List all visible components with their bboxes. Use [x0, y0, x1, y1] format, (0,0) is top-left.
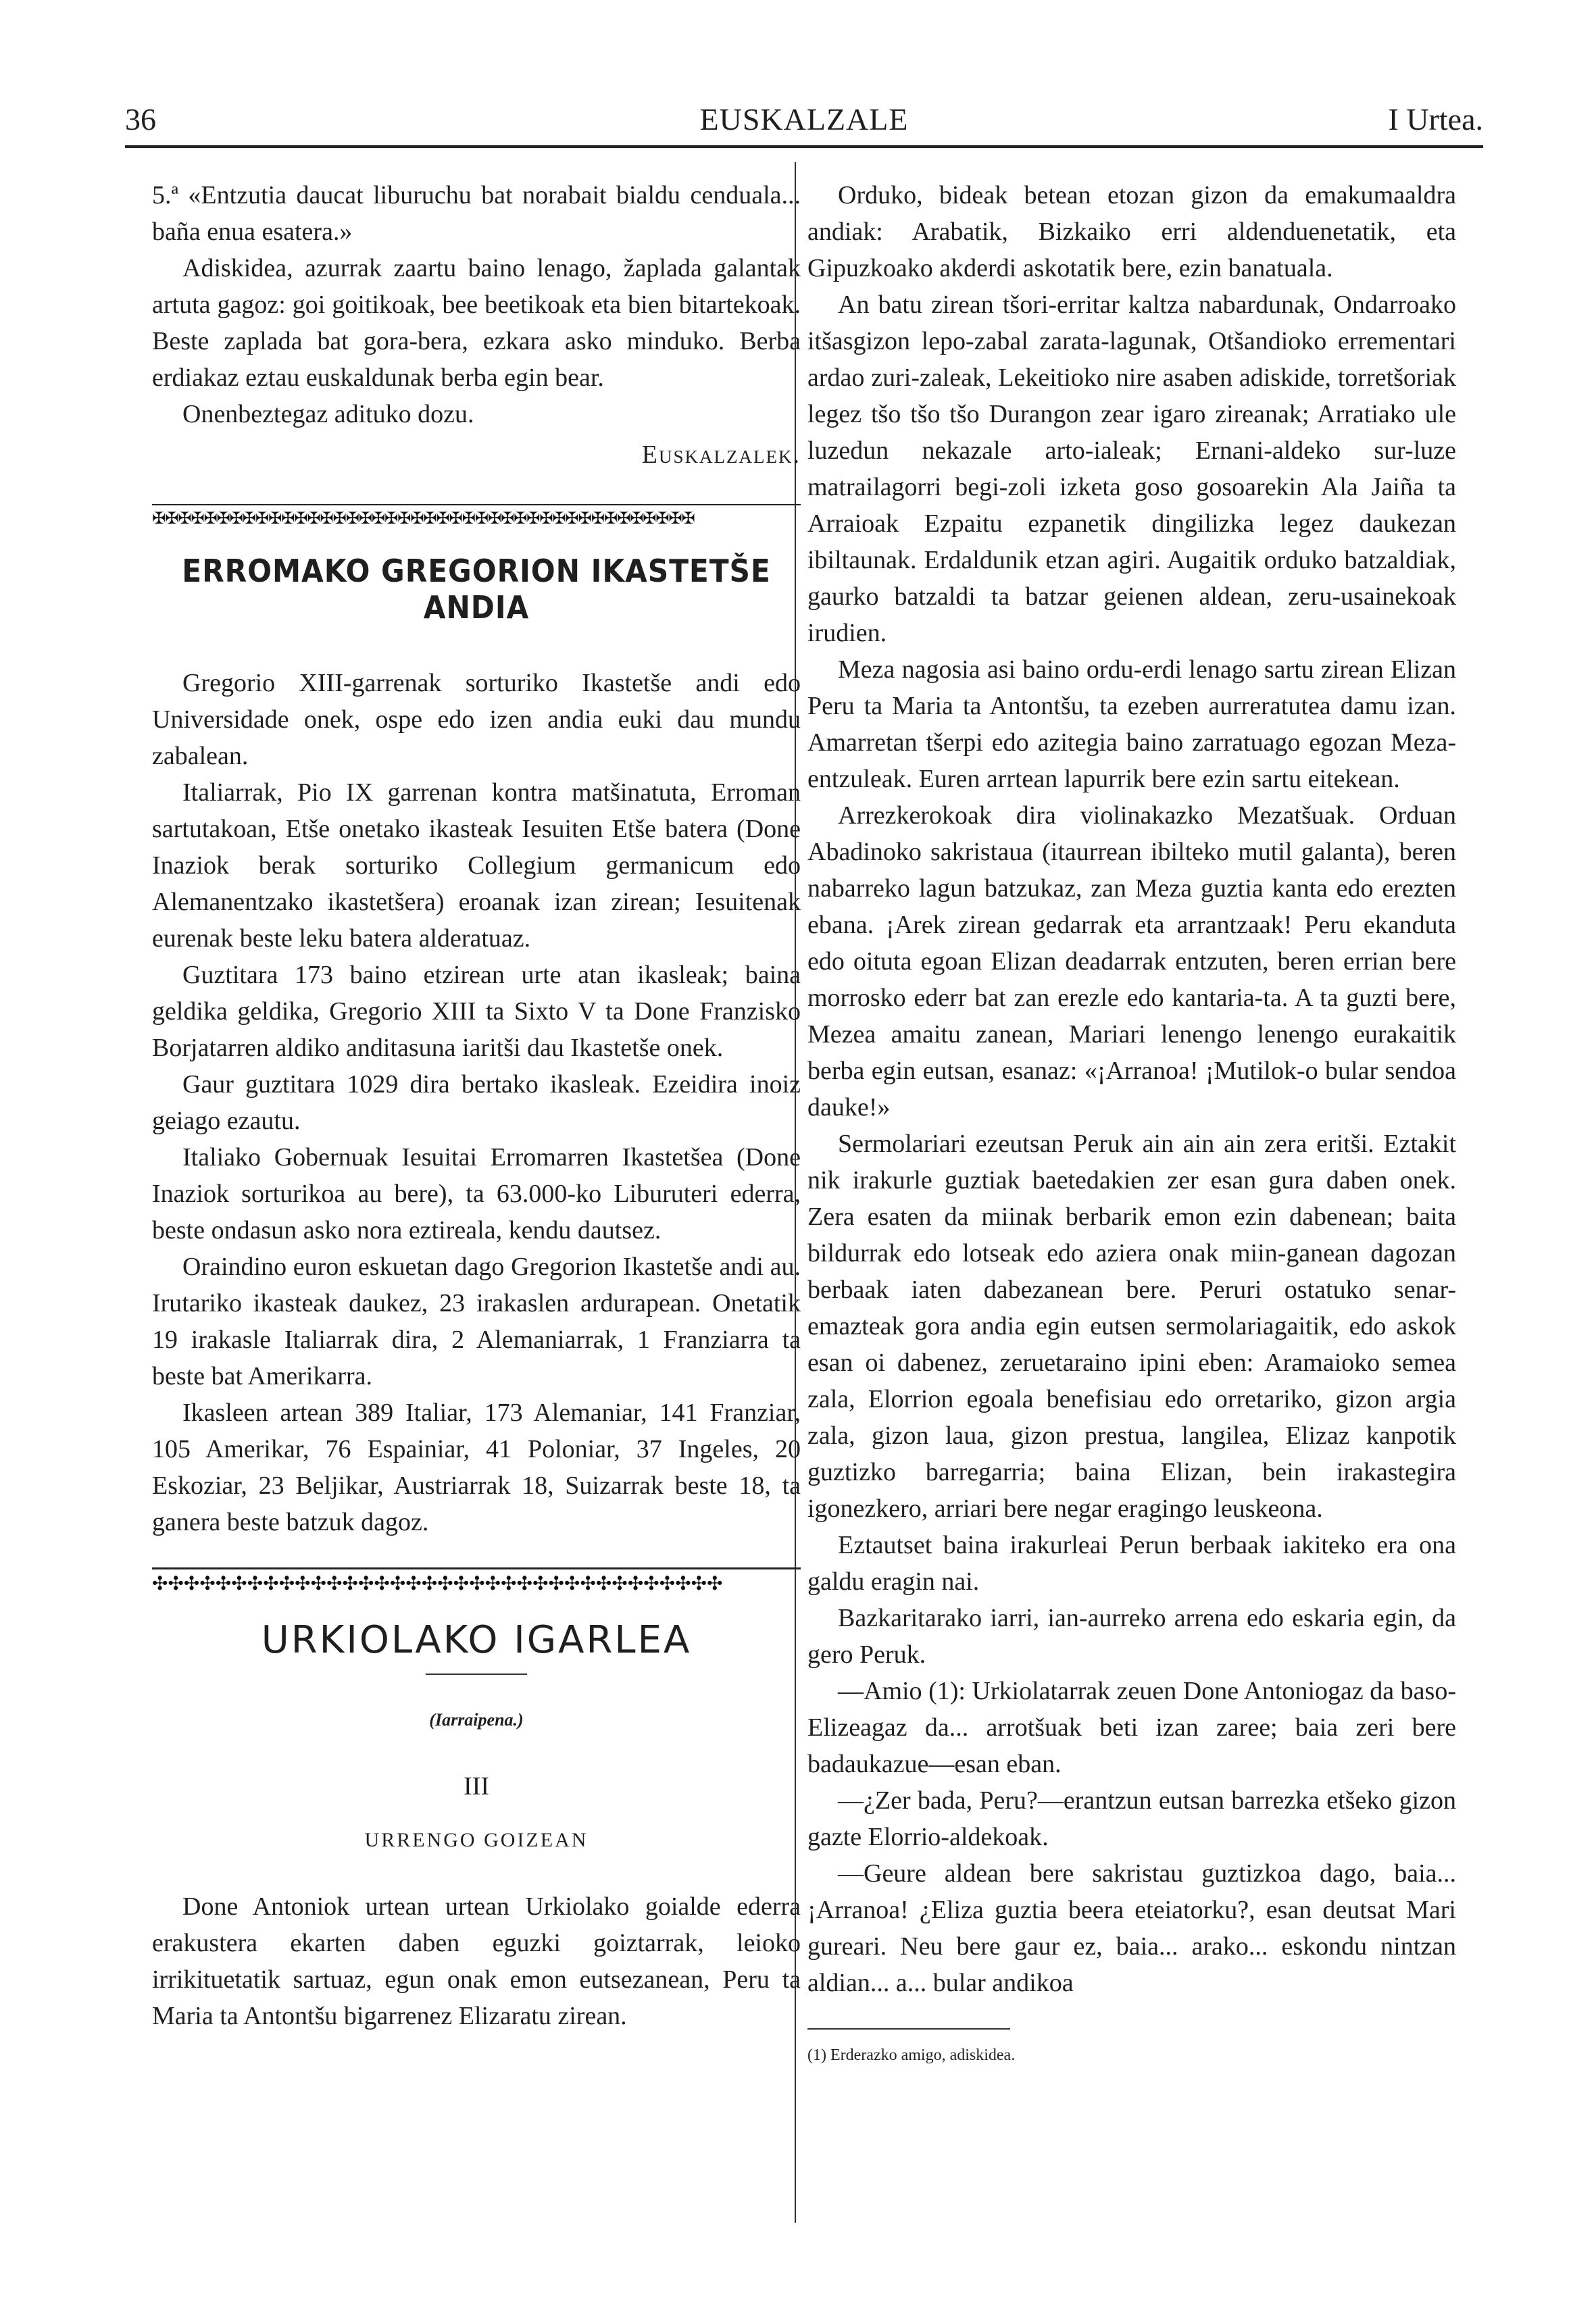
- dialogue-paragraph: —Amio (1): Urkiolatarrak zeuen Done Antoniogaz da baso-Elizeagaz da... arrotšuak beti izan zaree; baia zeri bere badaukazue—esan eban.: [807, 1677, 1456, 1778]
- signature: Euskalzalek.: [641, 441, 801, 469]
- article-paragraph: Gaur guztitara 1029 dira bertako ikasleak. Ezeidira inoiz geiago ezautu.: [152, 1070, 801, 1135]
- story-paragraph: Arrezkerokoak dira violinakazko Mezatšuak. Orduan Abadinoko sakristaua (itaurrean ibilteko mutil galanta), beren nabarreko lagun batzukaz, zan Meza guztia kanta edo erezten ebana. ¡Arek zirean gedarrak eta arrantzaak! Peru ekanduta edo oituta egoan Elizan deadarrak entzuten, beren errian bere morrosko ederr bat zan erezle edo kantaria-ta. A ta guzti bere, Mezea amaitu zanean, Mariari lenengo lenengo eurakaitik berba egin eutsan, esanaz: «¡Arranoa! ¡Mutilok-o bular sendoa dauke!»: [807, 801, 1456, 1122]
- footnote: (1) Erderazko amigo, adiskidea.: [807, 2046, 1016, 2064]
- chapter-subtitle: URRENGO GOIZEAN: [364, 1829, 589, 1851]
- left-column: [152, 177, 801, 2034]
- page-number: 36: [125, 102, 156, 136]
- article-paragraph: Ikasleen artean 389 Italiar, 173 Alemaniar, 141 Franziar, 105 Amerikar, 76 Espainiar, 41 Poloniar, 37 Ingeles, 20 Eskoziar, 23 Beljikar, Austriarrak 18, Suizarrak beste 18, ta ganera beste batzuk dagoz.: [152, 1399, 801, 1536]
- story-title: URKIOLAKO IGARLEA: [261, 1618, 692, 1662]
- ornament-divider: ✠✠✠✠✠✠✠✠✠✠✠✠✠✠✠✠✠✠✠✠✠✠✠✠✠✠✠✠✠✠✠✠✠✠✠✠✠✠✠✠✠✠: [152, 504, 801, 527]
- intro-paragraph: 5.ª «Entzutia daucat liburuchu bat norabait bialdu cenduala... baña enua esatera.»: [152, 181, 801, 246]
- intro-paragraph: Onenbeztegaz adituko dozu.: [182, 400, 474, 428]
- article-paragraph: Gregorio XIII-garrenak sorturiko Ikastetše andi edo Universidade onek, ospe edo izen andia euki dau mundu zabalean.: [152, 669, 801, 770]
- header-rule: [125, 145, 1483, 148]
- footnote-rule: [807, 2028, 1010, 2030]
- story-paragraph: An batu zirean tšori-erritar kaltza nabardunak, Ondarroako itšasgizon lepo-zabal zarata-lagunak, Otšandioko errementari ardao zuri-zaleak, Lekeitioko nire asaben adiskide, torretšoriak legez tšo tšo tšo Durangon zear igaro zireanak; Arratiako ule luzedun nekazale arto-ialeak; Ernani-aldeko sur-luze matrailagorri begi-zoli izketa goso gosoarekin Ala Jaiña ta Arraioak Ezpaitu ezpanetik dingilizka legez daukezan ibiltaunak. Erdaldunik etzan agiri. Augaitik orduko batzaldiak, gaurko batzaldi ta batzar geienen aldean, zeru-usainekoak irudien.: [807, 291, 1456, 647]
- story-paragraph: Sermolariari ezeutsan Peruk ain ain ain zera eritši. Eztakit nik irakurle guztiak baetedakien zer esan gura daben onek. Zera esaten da miinak berbarik emon ezin dabenean; baita bildurrak edo lotseak edo aziera onak miin-ganean dagozan berbaak iaten dabezanean bere. Peruri ostatuko senar-emazteak gora andia egin eutsen sermolariagaitik, edo askok esan oi dabenez, zeruetaraino ipini eben: Aramaioko semea zala, Elorrion egoala benefisiau edo orretariko, gizon argia zala, gizon laua, gizon prestua, langilea, Elizaz kanpotik guztizko barregarria; baina Elizan, bein irakastegira igonezkero, arriari bere negar eragingo leuskeona.: [807, 1130, 1456, 1523]
- story-paragraph: Meza nagosia asi baino ordu-erdi lenago sartu zirean Elizan Peru ta Maria ta Antontšu, ta ezeben aurreratutea damu izan. Amarretan tšerpi edo azitegia baino zarratuago egozan Meza-entzuleak. Euren arrtean lapurrik bere ezin sartu eitekean.: [807, 655, 1456, 793]
- volume-label: I Urtea.: [1388, 102, 1483, 136]
- story-paragraph: Done Antoniok urtean urtean Urkiolako goialde ederra erakustera ekarten daben eguzki goiztarrak, leioko irrikituetatik sartuaz, egun onak emon eutsezanean, Peru ta Maria ta Antontšu bigarrenez Elizaratu zirean.: [152, 1892, 801, 2030]
- story-paragraph: Bazkaritarako iarri, ian-aurreko arrena edo eskaria egin, da gero Peruk.: [807, 1604, 1456, 1669]
- article-paragraph: Oraindino euron eskuetan dago Gregorion Ikastetše andi au. Irutariko ikasteak daukez, 23 irakaslen ardurapean. Onetatik 19 irakasle Italiarrak dira, 2 Alemaniarrak, 1 Franziarra ta beste bat Amerikarra.: [152, 1253, 801, 1390]
- article-title: ERROMAKO GREGORION IKASTETŠE ANDIA: [182, 553, 771, 626]
- right-column: [807, 177, 1456, 2066]
- title-rule: [426, 1674, 527, 1675]
- article-paragraph: Italiarrak, Pio IX garrenan kontra matšinatuta, Erroman sartutakoan, Etše onetako ikasteak Iesuiten Etše batera (Done Inaziok berak sorturiko Collegium germanicum edo Alemanentzako ikastetšera) eroanak izan zirean; Iesuitenak eurenak beste leku batera alderatuaz.: [152, 778, 801, 953]
- continued-label: (Iarraipena.): [429, 1710, 524, 1730]
- article-paragraph: Italiako Gobernuak Iesuitai Erromarren Ikastetšea (Done Inaziok sorturikoa au bere), ta 63.000-ko Liburuteri ederra, beste ondasun asko nora eztireala, kendu dautsez.: [152, 1143, 801, 1244]
- chapter-number: III: [464, 1772, 489, 1801]
- story-paragraph: Eztautset baina irakurleai Perun berbaak iakiteko era ona galdu eragin nai.: [807, 1531, 1456, 1596]
- journal-title: EUSKALZALE: [699, 102, 909, 136]
- dialogue-paragraph: —Geure aldean bere sakristau guztizkoa dago, baia... ¡Arranoa! ¿Eliza guztia beera eteiatorku?, esan deutsat Mari gureari. Neu bere gaur ez, baia... arako... eskondu nintzan aldian... a... bular andikoa: [807, 1859, 1456, 1997]
- article-paragraph: Guztitara 173 baino etzirean urte atan ikasleak; baina geldika geldika, Gregorio XIII ta Sixto V ta Done Franzisko Borjatarren aldiko anditasuna iaritši dau Ikastetše onek.: [152, 961, 801, 1062]
- dialogue-paragraph: —¿Zer bada, Peru?—erantzun eutsan barrezka etšeko gizon gazte Elorrio-aldekoak.: [807, 1786, 1456, 1851]
- story-paragraph: Orduko, bideak betean etozan gizon da emakumaaldra andiak: Arabatik, Bizkaiko erri aldenduenetatik, eta Gipuzkoako akderdi askotatik bere, ezin banatuala.: [807, 181, 1456, 282]
- ornament-divider: ✣✣✣✣✣✣✣✣✣✣✣✣✣✣✣✣✣✣✣✣✣✣✣✣✣✣✣✣✣✣✣✣✣✣✣✣: [152, 1567, 801, 1595]
- intro-paragraph: Adiskidea, azurrak zaartu baino lenago, žaplada galantak artuta gagoz: goi goitikoak, bee beetikoak eta bien bitartekoak. Beste zaplada bat gora-bera, ezkara asko minduko. Berba erdiakaz eztau euskaldunak berba egin bear.: [152, 254, 801, 392]
